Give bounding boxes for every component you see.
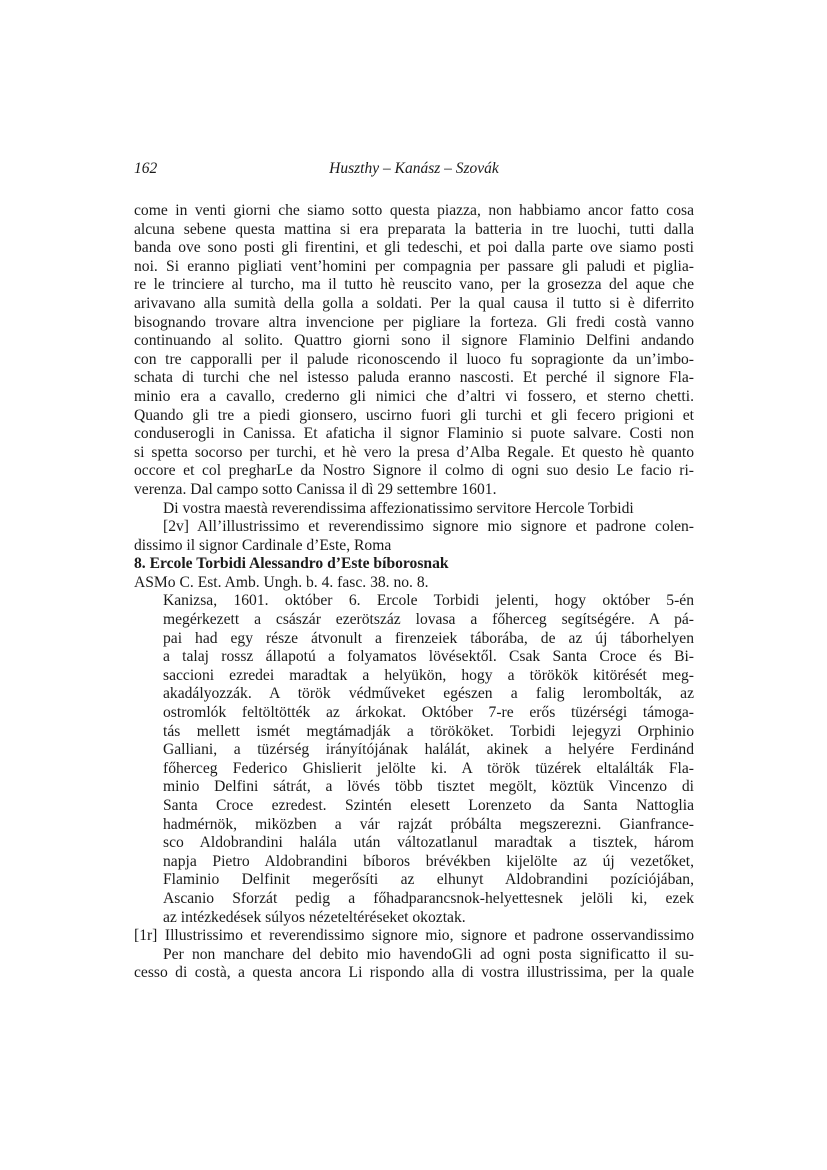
- address-line: [2v] All’illustrissimo et reverendissimo signore mio signore et padrone colen-: [163, 518, 694, 536]
- text-line: come in venti giorni che siamo sotto questa piazza, non habbiamo ancor fatto cosa: [134, 202, 694, 219]
- text-line: verenza. Dal campo sotto Canissa il dì 29 settembre 1601.: [134, 480, 497, 498]
- text-line: schata di turchi che nel istesso paluda eranno nascosti. Et perché il signore Fla-: [134, 369, 694, 387]
- text-line: Quando gli tre a piedi gionsero, uscirno fuori gli turchi et gli fecero prigioni et: [134, 406, 694, 424]
- text-line: occore et col pregharLe da Nostro Signore il colmo di ogni suo desio Le facio ri-: [134, 462, 694, 480]
- text-line: si spetta socorso per turchi, et hè vero la presa d’Alba Regale. Et questo hè quanto: [134, 443, 694, 461]
- regest-line: hadmérnök, miközben a vár rajzát próbálta megszerezni. Gianfrance-: [163, 815, 694, 833]
- salutation: [1r] Illustrissimo et reverendissimo signore mio, signore et padrone osservandissimo: [134, 927, 694, 945]
- text-line: alcuna sebene questa mattina si era preparata la batteria in tre luochi, tutti dalla: [134, 220, 694, 238]
- page-body: [134, 202, 694, 983]
- regest-line: a talaj rossz állapotú a folyamatos lövésektől. Csak Santa Croce és Bi-: [163, 648, 694, 666]
- regest-line: Ascanio Sforzát pedig a főhadparancsnok-helyettesnek jelöli ki, ezek: [163, 889, 694, 907]
- letter-body-line: Per non manchare del debito mio havendoGli ad ogni posta significatto il su-: [163, 945, 694, 963]
- regest-line: megérkezett a császár ezerötszáz lovasa a főherceg segítségére. A pá-: [163, 611, 694, 629]
- text-line: continuando al solito. Quattro giorni sono il signore Flaminio Delfini andando: [134, 332, 694, 350]
- regest-line: az intézkedések súlyos nézeteltéréseket okoztak.: [163, 908, 466, 926]
- regest-line: sco Aldobrandini halála után változatlanul maradtak a tisztek, három: [163, 834, 694, 852]
- regest-line: Kanizsa, 1601. október 6. Ercole Torbidi jelenti, hogy október 5-én: [163, 592, 694, 610]
- regest-line: főherceg Federico Ghislierit jelölte ki. A török tüzérek eltalálták Fla-: [163, 759, 694, 777]
- regest-line: Galliani, a tüzérség irányítójának halálát, akinek a helyére Ferdinánd: [163, 741, 694, 759]
- section-heading: 8. Ercole Torbidi Alessandro d’Este bíborosnak: [134, 555, 449, 573]
- regest-line: tás mellett ismét megtámadják a törököket. Torbidi lejegyzi Orphinio: [163, 722, 694, 740]
- text-line: conduserogli in Canissa. Et afaticha il signor Flaminio si puote salvare. Costi non: [134, 425, 694, 443]
- regest: [163, 592, 694, 927]
- text-line: re le trinciere al turcho, ma il tutto hè reuscito vano, per la grosezza del aque che: [134, 276, 694, 294]
- signature: Di vostra maestà reverendissima affezionatissimo servitore Hercole Torbidi: [163, 499, 634, 517]
- regest-line: Flaminio Delfinit megerősíti az elhunyt Aldobrandini pozíciójában,: [163, 871, 694, 889]
- letter-body-line: cesso di costà, a questa ancora Li rispondo alla di vostra illustrissima, per la quale: [134, 964, 694, 982]
- text-line: arivavano alla sumità della golla a soldati. Per la qual causa il tutto si è diferrito: [134, 294, 694, 312]
- regest-line: pai had egy része átvonult a firenzeiek táborába, de az új táborhelyen: [163, 629, 694, 647]
- regest-line: saccioni ezredei maradtak a helyükön, hogy a törökök kitörését meg-: [163, 666, 694, 684]
- page-number: 162: [134, 160, 158, 177]
- address-line: dissimo il signor Cardinale d’Este, Roma: [134, 536, 392, 554]
- running-title: Huszthy – Kanász – Szovák: [329, 160, 499, 177]
- text-line: bisognando trovare altra invencione per pigliare la forteza. Gli fredi costà vanno: [134, 313, 694, 331]
- running-head: [134, 160, 694, 180]
- regest-line: minio Delfini sátrát, a lövés több tisztet megölt, köztük Vincenzo di: [163, 778, 694, 796]
- regest-line: ostromlók feltöltötték az árkokat. Október 7-re erős tüzérségi támoga-: [163, 704, 694, 722]
- regest-line: napja Pietro Aldobrandini bíboros brévékben kijelölte az új vezetőket,: [163, 852, 694, 870]
- text-line: noi. Si eranno pigliati vent’homini per compagnia per passare gli paludi et piglia-: [134, 257, 694, 275]
- text-line: minio era a cavallo, crederno gli nimici che d’altri vi fossero, et sterno chetti.: [134, 387, 694, 405]
- regest-line: Santa Croce ezredest. Szintén elesett Lorenzeto da Santa Nattoglia: [163, 797, 694, 814]
- regest-line: akadályozzák. A török védműveket egészen a falig lerombolták, az: [163, 685, 694, 703]
- letter-7-text: [134, 202, 694, 555]
- text-line: banda ove sono posti gli firentini, et gli tedeschi, et poi dalla parte ove siamo posti: [134, 239, 694, 257]
- archival-source: ASMo C. Est. Amb. Ungh. b. 4. fasc. 38. no. 8.: [134, 573, 429, 591]
- text-line: con tre capporalli per il palude riconoscendo il luoco fu sopragionte da un’imbo-: [134, 350, 694, 368]
